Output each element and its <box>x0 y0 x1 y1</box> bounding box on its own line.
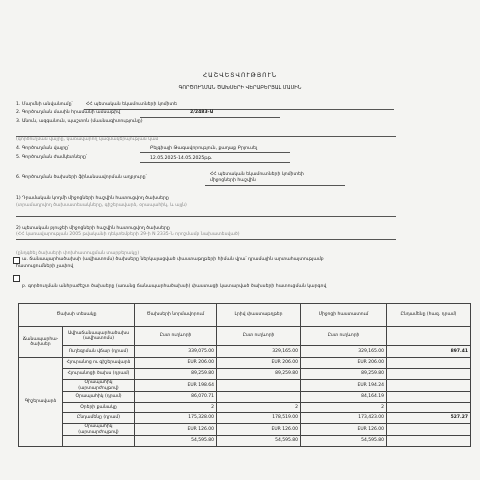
group-cell: Գիշերավարձ <box>19 358 63 447</box>
row-name: Հյուրանոց ու գիշերավարձ <box>63 358 135 369</box>
field-value-4: Բելգիայի Թագավորություն, քաղաք Բրյուսել <box>150 146 258 151</box>
cell-total: 897.41 <box>387 346 471 358</box>
field-label-5: 5. Գործուղման ժամկետները՝ <box>16 155 88 160</box>
row-name: Հյուրանոցի ծախս (դրամ) <box>63 369 135 380</box>
cell: EUR 126.00 <box>301 424 387 436</box>
cell: 89,259.80 <box>135 369 217 380</box>
cell: 329,165.00 <box>217 346 301 358</box>
note-4: 2) պետական բյուջեի միջոցների հաշվին հատուցվող ծախսերը <box>16 226 170 231</box>
note-1: (գործուղման վայրը, կառավարող կազմակերպության կամ <box>16 137 159 142</box>
cell: Ըստ ուղևորի <box>301 327 387 346</box>
cell <box>217 380 301 392</box>
row-name: Օրապահիկ (արտարժույթով) <box>63 380 135 392</box>
table-row <box>19 358 471 369</box>
cell: Ըստ ուղևորի <box>217 327 301 346</box>
note-5: (ՀՀ կառավարության 2005 թվականի դեկտեմբերի 29-ի N 2335-Ն որոշմամբ նախատեսված) <box>16 232 240 237</box>
row-name: Օրապահիկ (արտարժույթով) <box>63 424 135 436</box>
cell <box>387 358 471 369</box>
header-confirm: Միջոցի հաստատում <box>301 304 387 327</box>
cell <box>387 392 471 403</box>
cell: Ըստ ուղևորի <box>135 327 217 346</box>
field-value-5: 12.05.2025-14.05.2025թթ. <box>150 156 213 161</box>
cell: 54,595.80 <box>135 436 217 447</box>
table-row <box>19 403 471 413</box>
cell: 339,075.00 <box>135 346 217 358</box>
cell: 84,164.19 <box>301 392 387 403</box>
row-name: Ուղեգրման վճար (դրամ) <box>63 346 135 358</box>
report-title: ՀԱՇՎԵՏՎՈՒԹՅՈՒՆ <box>202 72 278 79</box>
cell: 89,259.80 <box>301 369 387 380</box>
row-name: Օրերի քանակը <box>63 403 135 413</box>
note-6: (ընդգծել ծախսերի փոխհատուցման տարբերակը) <box>16 251 140 256</box>
header-total: Ընդամենը (հազ. դրամ) <box>387 304 471 327</box>
expenses-table <box>18 303 471 447</box>
header-expense-type: Ծախսի տեսակը <box>19 304 135 327</box>
field-label-6: 6. Գործուղման ծախսերի ֆինանսավորման աղբյուրը՝ <box>16 175 147 180</box>
option-a-text-2: հատուցումների չափով <box>16 264 74 269</box>
field-value-2: 2/2483-Ա <box>190 110 214 115</box>
report-subtitle: ԳՈՐԾՈՒՂՄԱՆ ԾԱԽՍԵՐԻ ՎԵՐԱԲԵՐՅԱԼ ՄԱՍԻՆ <box>178 85 302 91</box>
row-name: Ավիաճանապարհածախս (ավիատոմս) <box>63 327 135 346</box>
header-docs: Լրիվ փաստաթղթեր <box>217 304 301 327</box>
cell: 2 <box>301 403 387 413</box>
cell <box>387 403 471 413</box>
field-value-6: ՀՀ պետական եկամուտների կոմիտեի միջոցների հաշվին <box>210 172 304 183</box>
cell: EUR 206.00 <box>135 358 217 369</box>
group-cell: Ճանապարհա-ծախսեր <box>19 327 63 358</box>
cell: 329,165.00 <box>301 346 387 358</box>
table-row <box>19 436 471 447</box>
cell <box>217 392 301 403</box>
row-name: Օրապահիկ (դրամ) <box>63 392 135 403</box>
cell: 178,519.00 <box>217 413 301 424</box>
option-b-text: բ. գործուղման անհրաժեշտ ծախսերը (առանց ճանապարհածախսի) փաստացի կատարված ծախսերի հատուցման կարգով <box>22 284 327 289</box>
field-label-3: 3. Անուն, ազգանուն, պաշտոն (մասնագիտությունը) <box>16 119 143 124</box>
cell: 86,070.71 <box>135 392 217 403</box>
row-name <box>63 436 135 447</box>
table-row <box>19 380 471 392</box>
option-a-text: ա. ճանապարհածախսի (ավիատոմս) ծախսերը ներկայացված փաստաթղթերի հիման վրա՝ դրամային արտահայտությամբ <box>22 257 324 262</box>
cell: EUR 126.00 <box>217 424 301 436</box>
table-header-row <box>19 304 471 327</box>
cell: 2 <box>135 403 217 413</box>
cell: EUR 198.64 <box>135 380 217 392</box>
cell: 175,328.00 <box>135 413 217 424</box>
table-row <box>19 424 471 436</box>
cell <box>387 380 471 392</box>
field-value-1: ՀՀ պետական եկամուտների կոմիտե <box>86 102 177 107</box>
cell: 89,259.80 <box>217 369 301 380</box>
table-row <box>19 369 471 380</box>
note-2: 1) Դրամական կողմի միջոցների հաշվին հատուցվող ծախսերը <box>16 196 169 201</box>
table-row <box>19 327 471 346</box>
row-name: Ընդամենը (դրամ) <box>63 413 135 424</box>
cell: 54,595.80 <box>217 436 301 447</box>
cell <box>387 327 471 346</box>
table-row <box>19 346 471 358</box>
table-row <box>19 392 471 403</box>
cell: EUR 206.00 <box>301 358 387 369</box>
field-label-1: 1. Մարմնի անվանումը՝ <box>16 102 73 107</box>
cell <box>387 369 471 380</box>
option-a-checkbox[interactable] <box>13 257 20 264</box>
cell: EUR 206.00 <box>217 358 301 369</box>
cell <box>387 424 471 436</box>
cell: EUR 194.24 <box>301 380 387 392</box>
cell: 173,423.00 <box>301 413 387 424</box>
table-row <box>19 413 471 424</box>
cell: 2 <box>217 403 301 413</box>
option-b-checkbox[interactable] <box>13 275 20 282</box>
cell-total: 527.27 <box>387 413 471 424</box>
field-label-4: 4. Գործուղման վայրը՝ <box>16 146 70 151</box>
cell <box>387 436 471 447</box>
cell: 54,595.80 <box>301 436 387 447</box>
field-label-2: 2. Գործուղման մասին հրամանի ամսաթիվ՝ <box>16 110 122 115</box>
note-3: (տրամադրվող ծախսատեսակները, գիշերավարձ, օրապահիկ, և այլն) <box>16 203 187 208</box>
cell: EUR 126.00 <box>135 424 217 436</box>
header-norm: Ծախսերի նորմավորում <box>135 304 217 327</box>
